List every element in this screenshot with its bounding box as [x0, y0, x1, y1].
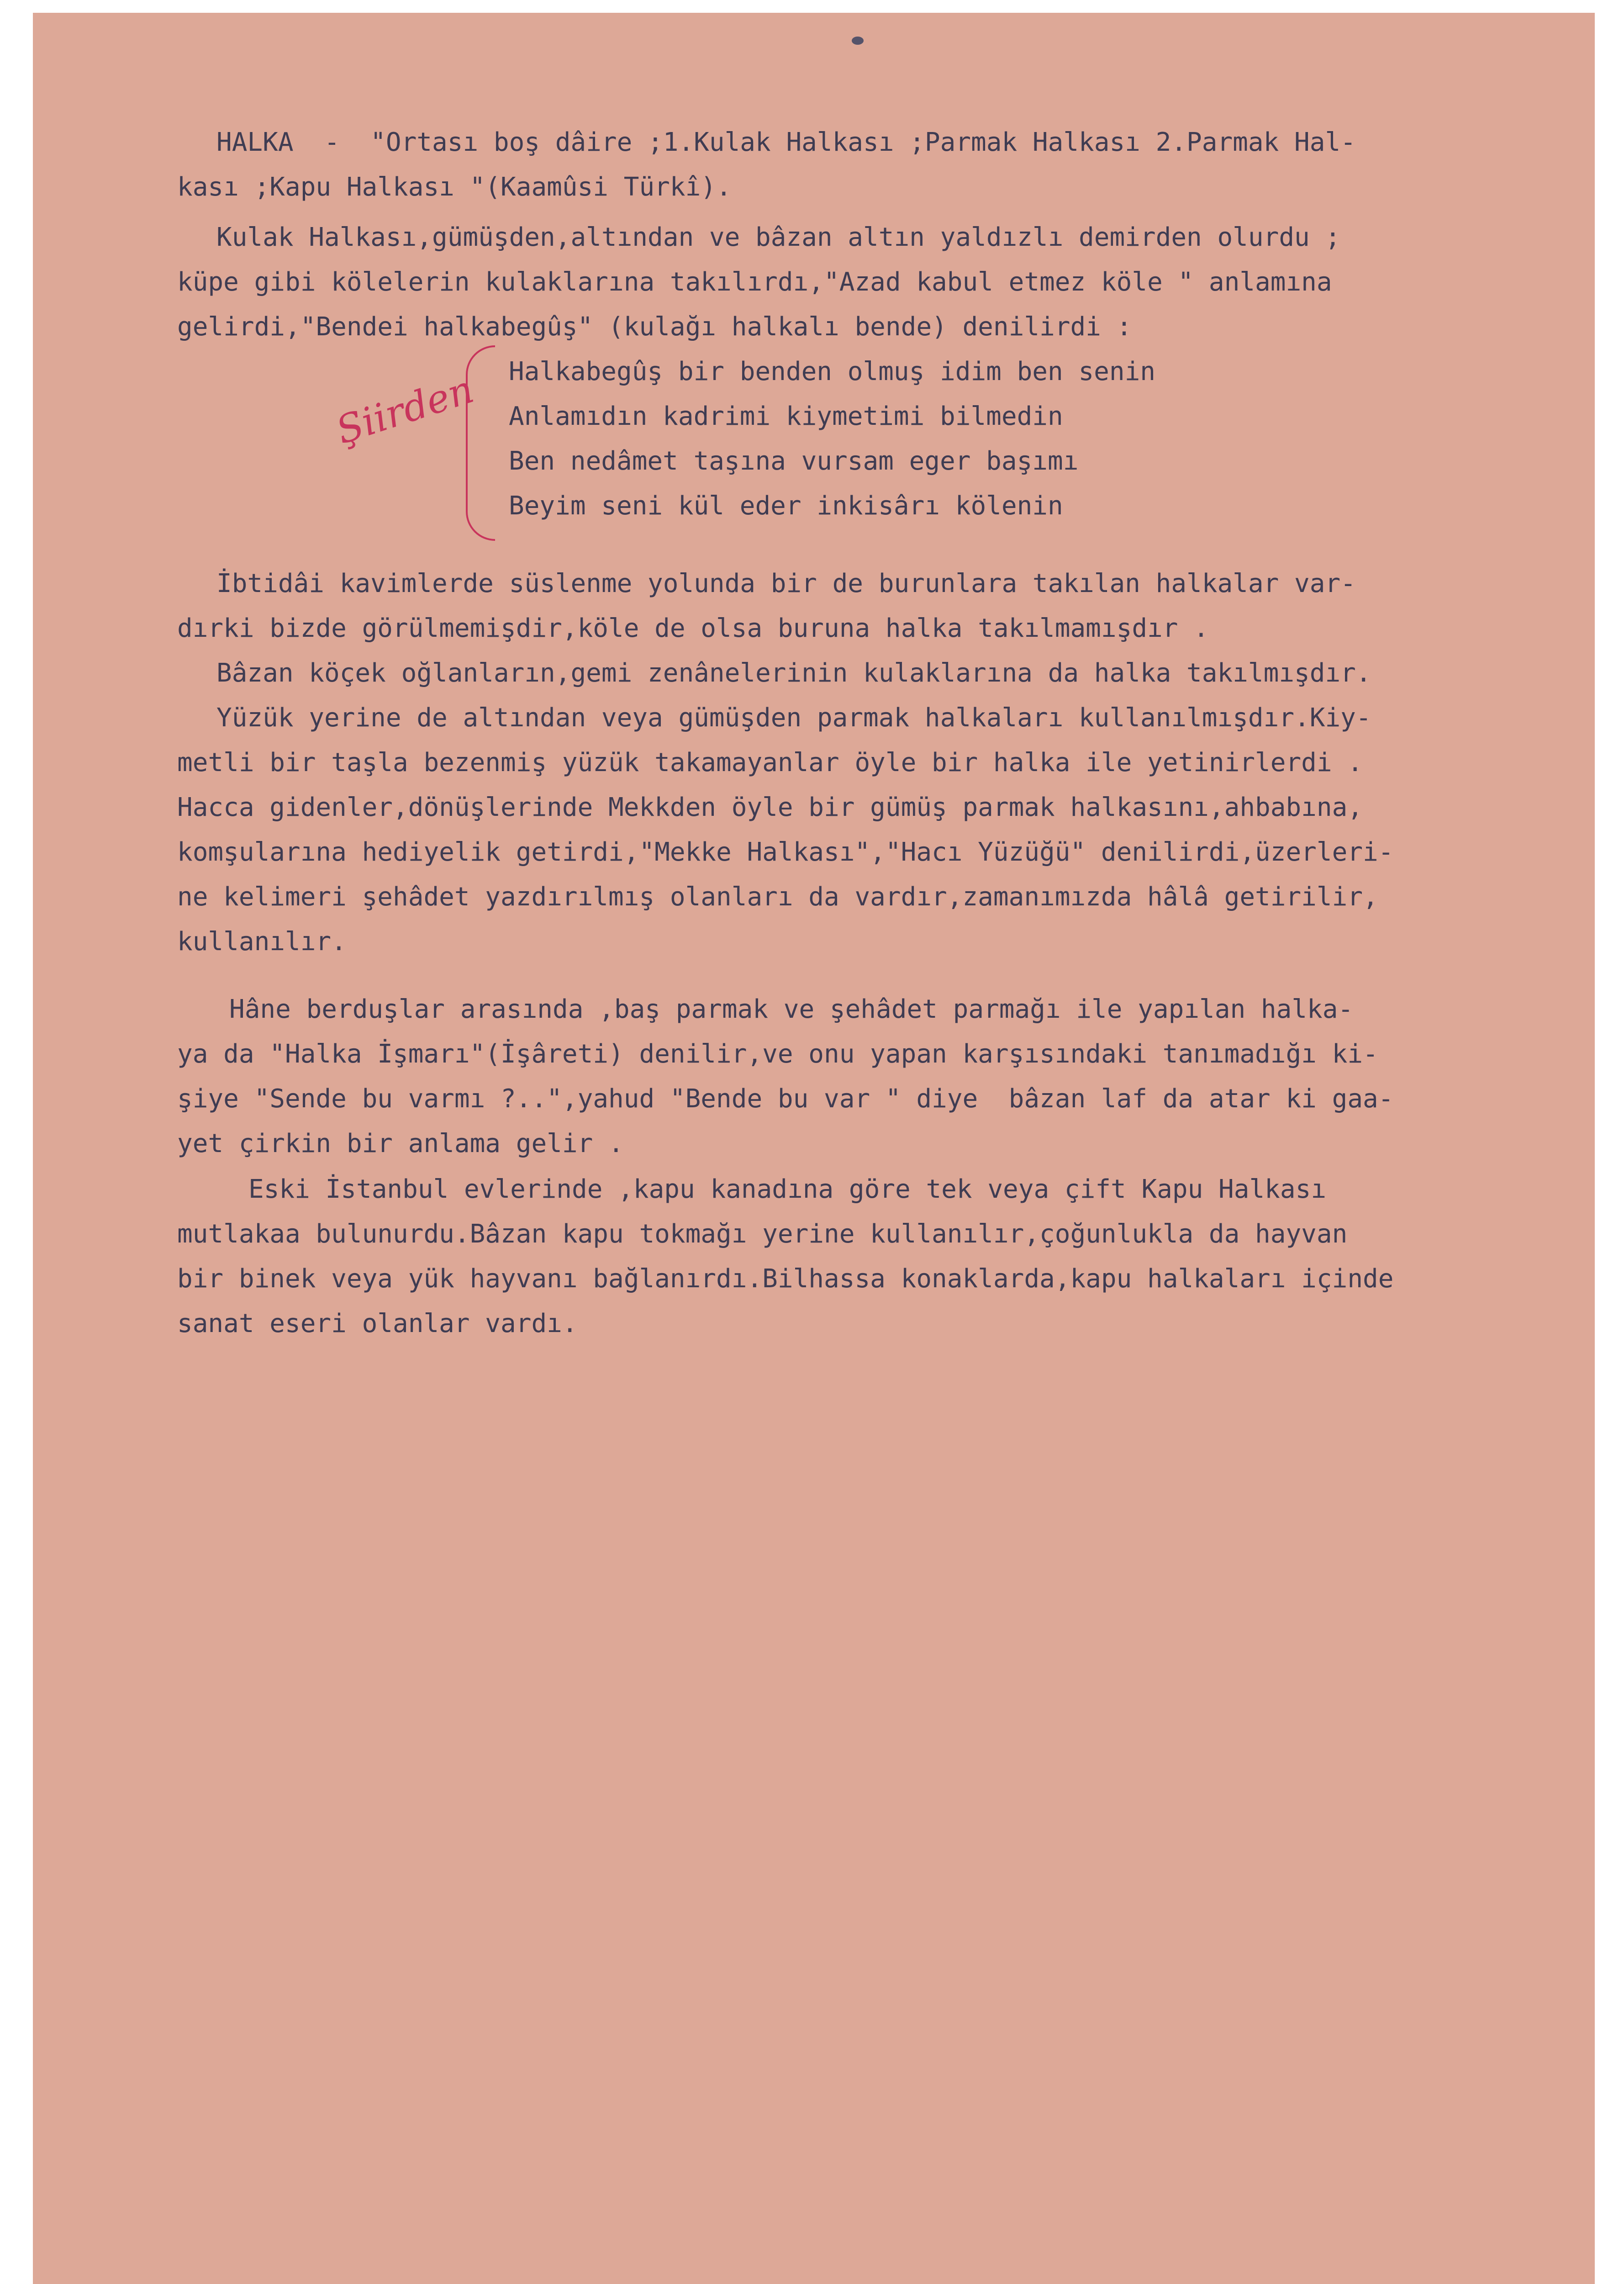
- margin-note: Şiirden: [331, 366, 479, 453]
- text-line: Yüzük yerine de altından veya gümüşden parmak halkaları kullanılmışdır.Kiy-: [216, 703, 1371, 733]
- verse-bracket: [466, 345, 495, 541]
- text-line: komşularına hediyelik getirdi,"Mekke Halkası","Hacı Yüzüğü" denilirdi,üzerleri-: [177, 837, 1394, 867]
- typed-text: [33, 13, 1595, 2284]
- text-line: gelirdi,"Bendei halkabegûş" (kulağı halkalı bende) denilirdi :: [177, 312, 1132, 342]
- text-line: HALKA - "Ortası boş dâire ;1.Kulak Halkası ;Parmak Halkası 2.Parmak Hal-: [216, 127, 1356, 157]
- text-line: ya da "Halka İşmarı"(İşâreti) denilir,ve onu yapan karşısındaki tanımadığı ki-: [177, 1039, 1378, 1069]
- text-line: mutlakaa bulunurdu.Bâzan kapu tokmağı yerine kullanılır,çoğunlukla da hayvan: [177, 1219, 1348, 1249]
- text-line: şiye "Sende bu varmı ?..",yahud "Bende bu var " diye bâzan laf da atar ki gaa-: [177, 1084, 1394, 1114]
- verse-line: Halkabegûş bir benden olmuş idim ben senin: [509, 357, 1156, 386]
- document-page: [33, 13, 1595, 2284]
- text-line: kullanılır.: [177, 927, 347, 957]
- text-line: İbtidâi kavimlerde süslenme yolunda bir de burunlara takılan halkalar var-: [216, 569, 1356, 598]
- text-line: Hacca gidenler,dönüşlerinde Mekkden öyle bir gümüş parmak halkasını,ahbabına,: [177, 793, 1363, 822]
- text-line: bir binek veya yük hayvanı bağlanırdı.Bilhassa konaklarda,kapu halkaları içinde: [177, 1264, 1394, 1294]
- text-line: ne kelimeri şehâdet yazdırılmış olanları da vardır,zamanımızda hâlâ getirilir,: [177, 882, 1378, 912]
- text-line: metli bir taşla bezenmiş yüzük takamayanlar öyle bir halka ile yetinirlerdi .: [177, 748, 1363, 777]
- text-line: Bâzan köçek oğlanların,gemi zenânelerinin kulaklarına da halka takılmışdır.: [216, 658, 1371, 688]
- text-line: sanat eseri olanlar vardı.: [177, 1309, 578, 1338]
- text-line: küpe gibi kölelerin kulaklarına takılırdı,"Azad kabul etmez köle " anlamına: [177, 267, 1332, 297]
- text-line: Kulak Halkası,gümüşden,altından ve bâzan altın yaldızlı demirden olurdu ;: [216, 222, 1341, 252]
- text-line: kası ;Kapu Halkası "(Kaamûsi Türkî).: [177, 172, 732, 202]
- text-line: Eski İstanbul evlerinde ,kapu kanadına göre tek veya çift Kapu Halkası: [248, 1174, 1327, 1204]
- text-line: yet çirkin bir anlama gelir .: [177, 1129, 624, 1158]
- verse-line: Ben nedâmet taşına vursam eger başımı: [509, 446, 1079, 476]
- text-line: Hâne berduşlar arasında ,baş parmak ve şehâdet parmağı ile yapılan halka-: [229, 994, 1354, 1024]
- verse-line: Beyim seni kül eder inkisârı kölenin: [509, 491, 1063, 521]
- verse-line: Anlamıdın kadrimi kiymetimi bilmedin: [509, 402, 1063, 431]
- text-line: dırki bizde görülmemişdir,köle de olsa buruna halka takılmamışdır .: [177, 613, 1209, 643]
